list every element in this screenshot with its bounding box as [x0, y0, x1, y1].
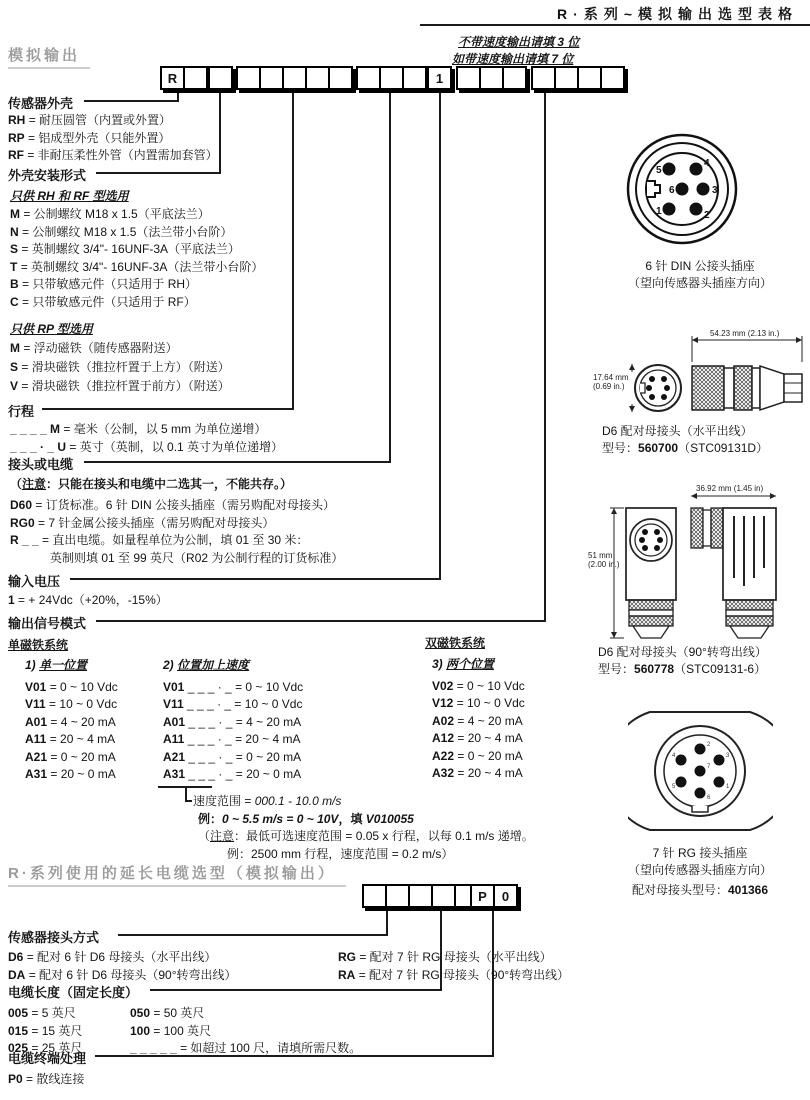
ext-cable-length-header: 电缆长度（固定长度）: [8, 985, 139, 1000]
svg-text:(0.69 in.): (0.69 in.): [593, 382, 625, 391]
code-cell: [356, 66, 381, 90]
d6-angle-connector-drawing: [588, 468, 793, 640]
pin-label: 3: [712, 185, 718, 196]
connector-note: （注意：只能在接头和电缆中二选其一，不能共存。）: [10, 477, 293, 491]
option-row: N = 公制螺纹 M18 x 1.5（法兰带小台阶）: [10, 224, 233, 239]
din6-connector-drawing: [612, 128, 752, 250]
option-row: S = 英制螺纹 3/4"- 16UNF-3A（平底法兰）: [10, 242, 240, 256]
code-cell: [577, 66, 602, 90]
signal-row: A21 _ _ _ · _ = 0 ~ 20 mA: [163, 749, 302, 764]
option-row-continuation: 英制则填 01 至 99 英尺（R02 为公制行程的订货标准）: [50, 550, 344, 565]
code-cell: [236, 66, 261, 90]
svg-text:54.23 mm (2.13 in.): 54.23 mm (2.13 in.): [710, 329, 780, 338]
code-cell: [479, 66, 504, 90]
rg7-connector-drawing: [628, 702, 773, 840]
mounting-sub1: 只供 RH 和 RF 型选用: [10, 189, 129, 203]
signal-row: A11 _ _ _ · _ = 20 ~ 4 mA: [163, 732, 301, 746]
code-cell: [408, 884, 433, 908]
code-cell: [600, 66, 625, 90]
signal-row: A12 = 20 ~ 4 mA: [432, 731, 523, 745]
pin-label: 7: [707, 764, 711, 770]
signal-row: V02 = 0 ~ 10 Vdc: [432, 678, 525, 693]
signal-row: A22 = 0 ~ 20 mA: [432, 748, 523, 763]
option-row: V = 滑块磁铁（推拉杆置于前方）（附送）: [10, 379, 230, 393]
option-row: C = 只带敏感元件（只适用于 RF）: [10, 294, 196, 309]
dual-magnet-header: 双磁铁系统: [425, 636, 486, 650]
option-row: RH = 耐压圆管（内置或外置）: [8, 113, 172, 127]
title-rule: [420, 24, 810, 26]
pin-label: 5: [656, 165, 662, 176]
rg7-mate-caption: 配对母接头型号：401366: [631, 883, 769, 897]
code-cell: [402, 66, 427, 90]
leader-line: [439, 93, 441, 580]
stroke-items: [10, 421, 283, 456]
pin-label: 5: [672, 784, 676, 790]
speed-digits-note-line2: 如带速度输出请填 7 位: [452, 52, 574, 66]
code-box-group-speed: [531, 66, 625, 90]
signal-row: A31 = 20 ~ 0 mA: [25, 767, 116, 781]
option-row: RF = 非耐压柔性外管（内置需加套管）: [8, 148, 218, 162]
signal-row: V12 = 10 ~ 0 Vdc: [432, 696, 525, 710]
leader-line: [492, 911, 494, 1057]
svg-text:51 mm: 51 mm: [588, 551, 613, 560]
leader-line: [84, 461, 391, 463]
code-cell: [554, 66, 579, 90]
svg-text:36.92 mm (1.45 in): 36.92 mm (1.45 in): [696, 484, 764, 493]
pin-label: 6: [669, 185, 675, 196]
housing-items: [8, 112, 218, 165]
mounting-items-rh-rf: [10, 206, 263, 311]
code-box-group-connector: [356, 66, 427, 90]
ext-connector-type-items: [8, 949, 569, 984]
signal-col3: 3) 两个位置 V02 = 0 ~ 10 Vdc V12 = 10 ~ 0 Vdc A02 = 4 ~ 20 mA A12 = 20 ~ 4 mA A22 = 0 ~ 20 mA A32 = 20 ~ 4 mA: [432, 656, 525, 783]
signal-row: A01 = 4 ~ 20 mA: [25, 714, 116, 729]
option-row: RG0 = 7 针金属公接头插座（需另购配对母接头）: [10, 515, 275, 530]
ext-connector-type-header: 传感器接头方式: [8, 930, 100, 945]
page-title: R·系列~模拟输出选型表格: [557, 6, 798, 22]
code-cell: R: [160, 66, 185, 90]
connector-items: [10, 497, 343, 567]
leader-line: [118, 934, 388, 936]
leader-line: [386, 911, 388, 936]
code-cell: [431, 884, 456, 908]
output-mode-header: 输出信号模式: [8, 616, 87, 631]
code-cell: [531, 66, 556, 90]
option-row: RP = 铝成型外壳（只能外置）: [8, 130, 171, 145]
mounting-items-rp: [10, 339, 230, 396]
ext-termination-item: P0 = 散线连接: [8, 1072, 85, 1086]
option-row: D60 = 订货标准。6 针 DIN 公接头插座（需另购配对母接头）: [10, 498, 336, 512]
code-cell: [183, 66, 208, 90]
pin-label: 1: [726, 784, 730, 790]
signal-row: A32 = 20 ~ 4 mA: [432, 766, 523, 780]
speed-range-line: 速度范围 = 000.1 - 10.0 m/s: [193, 794, 342, 808]
pin-label: 2: [704, 210, 710, 221]
code-cell: [305, 66, 330, 90]
d6-straight-connector-drawing: [592, 328, 810, 422]
leader-line: [544, 93, 546, 622]
ext-box-group-termination: [470, 884, 518, 908]
code-cell: [502, 66, 527, 90]
pin-label: 6: [707, 795, 711, 801]
option-row: S = 滑块磁铁（推拉杆置于上方）（附送）: [10, 360, 230, 374]
ext-termination-header: 电缆终端处理: [8, 1051, 87, 1066]
single-magnet-header: 单磁铁系统: [8, 638, 69, 652]
ext-box-group-length: [408, 884, 479, 908]
option-row: R _ _ = 直出电缆。如量程单位为公制，填 01 至 30 米：: [10, 533, 309, 547]
leader-line: [150, 989, 442, 991]
leader-line: [96, 172, 221, 174]
signal-row: A31 _ _ _ · _ = 20 ~ 0 mA: [163, 767, 302, 781]
ext-box-group-connector-type: [362, 884, 410, 908]
code-cell: [208, 66, 233, 90]
rg7-caption: 7 针 RG 接头插座 （望向传感器头插座方向）: [627, 846, 772, 877]
leader-line: [70, 578, 441, 580]
code-cell: 1: [427, 66, 452, 90]
option-row: B = 只带敏感元件（只适用于 RH）: [10, 277, 198, 291]
pin-label: 2: [707, 742, 711, 748]
signal-row: A11 = 20 ~ 4 mA: [25, 732, 116, 746]
code-box-group-housing: [160, 66, 208, 90]
option-row: M = 公制螺纹 M18 x 1.5（平底法兰）: [10, 207, 210, 221]
code-box-group-mounting: [208, 66, 233, 90]
bracket-line: [185, 800, 192, 802]
signal-row: V01 _ _ _ · _ = 0 ~ 10 Vdc: [163, 679, 304, 694]
signal-col1: 1) 单一位置 V01 = 0 ~ 10 Vdc V11 = 10 ~ 0 Vdc A01 = 4 ~ 20 mA A11 = 20 ~ 4 mA A21 = 0 ~ 20 mA A31 = 20 ~ 0 mA: [25, 657, 118, 784]
svg-text:17.64 mm: 17.64 mm: [593, 373, 629, 382]
code-cell: [259, 66, 284, 90]
section-extension-title: R·系列使用的延长电缆选型（模拟输出）: [8, 862, 346, 887]
option-row: _ _ _ _ M = 毫米（公制，以 5 mm 为单位递增）: [10, 422, 267, 436]
code-cell: [379, 66, 404, 90]
code-box-group-signal: [456, 66, 527, 90]
code-cell: [362, 884, 387, 908]
leader-line: [219, 93, 221, 174]
mounting-header: 外壳安装形式: [8, 168, 87, 183]
pin-label: 3: [726, 753, 730, 759]
signal-row: A02 = 4 ~ 20 mA: [432, 713, 523, 728]
option-row: M = 浮动磁铁（随传感器附送）: [10, 341, 178, 355]
option-row: 015 = 15 英尺 100 = 100 英尺: [8, 1023, 212, 1038]
leader-line: [42, 408, 294, 410]
code-box-group-stroke: [236, 66, 353, 90]
housing-header: 传感器外壳: [8, 96, 74, 111]
pin-label: 4: [672, 753, 676, 759]
speed-example2-line: 例：2500 mm 行程，速度范围 = 0.2 m/s）: [227, 846, 454, 861]
leader-line: [292, 93, 294, 410]
option-row: 025 = 25 英尺 _ _ _ _ _ = 如超过 100 尺，请填所需尺数。: [8, 1041, 362, 1055]
option-row: T = 英制螺纹 3/4"- 16UNF-3A（法兰带小台阶）: [10, 259, 264, 274]
section-analog-output-title: 模拟输出: [8, 44, 90, 69]
code-cell: [328, 66, 353, 90]
speed-range-note: [193, 793, 534, 863]
signal-row: V01 = 0 ~ 10 Vdc: [25, 679, 118, 694]
option-row: 005 = 5 英尺 050 = 50 英尺: [8, 1006, 205, 1020]
svg-text:(2.00 in.): (2.00 in.): [588, 560, 620, 569]
connector-header: 接头或电缆: [8, 457, 74, 472]
leader-line: [389, 93, 391, 463]
option-row: DA = 配对 6 针 D6 母接头（90°转弯出线） RA = 配对 7 针 RG 母接头（90°转弯出线）: [8, 967, 570, 982]
speed-digits-note-line1: 不带速度输出请填 3 位: [458, 35, 580, 49]
leader-line: [84, 100, 179, 102]
speed-note-line: （注意：最低可选速度范围 = 0.05 x 行程，以每 0.1 m/s 递增。: [198, 829, 534, 843]
speed-example-line: 例：0 ~ 5.5 m/s = 0 ~ 10V，填 V010055: [198, 811, 414, 826]
code-cell: [456, 66, 481, 90]
signal-row: V11 = 10 ~ 0 Vdc: [25, 697, 118, 711]
option-row: D6 = 配对 6 针 D6 母接头（水平出线） RG = 配对 7 针 RG 母接头（水平出线）: [8, 950, 552, 964]
code-box-group-voltage: [427, 66, 452, 90]
signal-row: A01 _ _ _ · _ = 4 ~ 20 mA: [163, 714, 302, 729]
pin-label: 4: [704, 158, 710, 169]
code-cell: [385, 884, 410, 908]
leader-line: [96, 620, 546, 622]
d6-straight-caption: D6 配对母接头（水平出线） 型号：560700（STC09131D）: [602, 424, 769, 455]
signal-row: V11 _ _ _ · _ = 10 ~ 0 Vdc: [163, 697, 303, 711]
mounting-sub2: 只供 RP 型选用: [10, 322, 93, 336]
code-cell: 0: [493, 884, 518, 908]
stroke-header: 行程: [8, 404, 35, 419]
code-cell: P: [470, 884, 495, 908]
option-row: _ _ _ · _ U = 英寸（英制，以 0.1 英寸为单位递增）: [10, 439, 284, 454]
signal-row: A21 = 0 ~ 20 mA: [25, 749, 116, 764]
voltage-header: 输入电压: [8, 574, 61, 589]
signal-col2: 2) 位置加上速度 V01 _ _ _ · _ = 0 ~ 10 Vdc V11 _ _ _ · _ = 10 ~ 0 Vdc A01 _ _ _ · _ = 4 ~ 20 mA A11 _ _ _ · _ = 20 ~ 4 mA A21 _ _ _ · _ = 0 ~ 20 mA A31 _ _ _ · _ = 20 ~ 0 mA: [163, 657, 303, 784]
din6-caption: 6 针 DIN 公接头插座 （望向传感器头插座方向）: [627, 259, 772, 290]
code-cell: [282, 66, 307, 90]
pin-label: 1: [656, 206, 662, 217]
voltage-item: 1 = + 24Vdc（+20%，-15%）: [8, 593, 168, 607]
d6-angle-caption: D6 配对母接头（90°转弯出线） 型号：560778（STC09131-6）: [598, 645, 767, 676]
